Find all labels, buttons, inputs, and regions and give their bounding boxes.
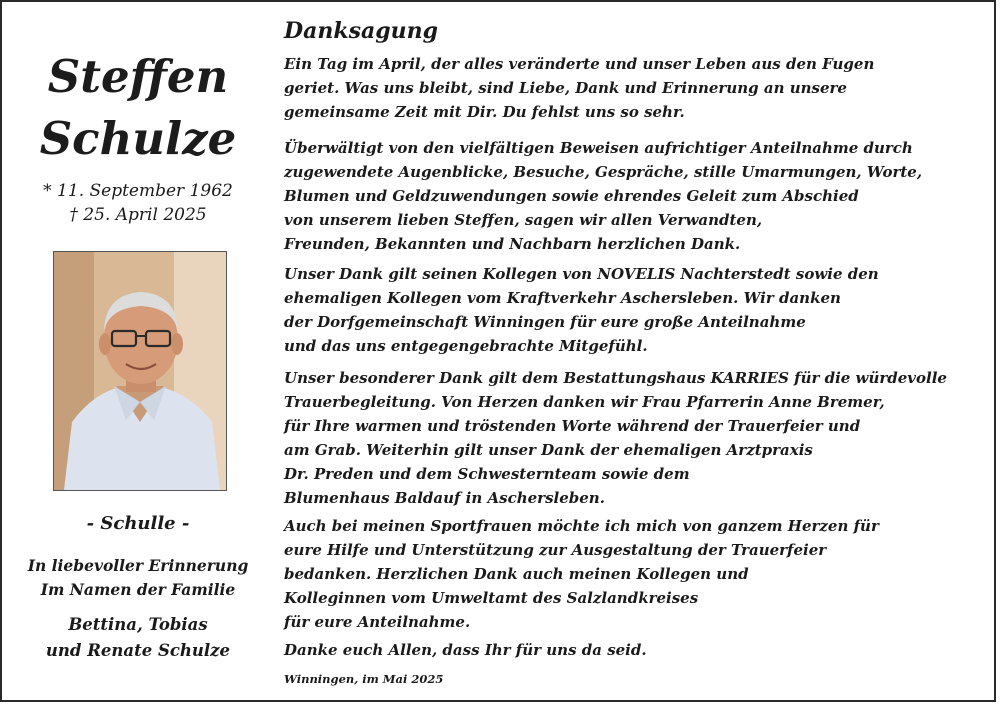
death-date: † 25. April 2025 — [69, 205, 207, 225]
text-line: Trauerbegleitung. Von Herzen danken wir Frau Pfarrerin Anne Bremer, — [284, 393, 885, 411]
paragraph-closing — [284, 638, 996, 662]
text-line: zugewendete Augenblicke, Besuche, Gespräche, stille Umarmungen, Worte, — [284, 163, 923, 181]
text-line: Unser Dank gilt seinen Kollegen von NOVELIS Nachterstedt sowie den — [284, 265, 879, 283]
paragraph-colleagues — [284, 262, 996, 358]
text-line: und das uns entgegengebrachte Mitgefühl. — [284, 337, 648, 355]
text-line: Unser besonderer Dank gilt dem Bestattungshaus KARRIES für die würdevolle — [284, 369, 947, 387]
text-line: ehemaligen Kollegen vom Kraftverkehr Aschersleben. Wir danken — [284, 289, 841, 307]
text-line: geriet. Was uns bleibt, sind Liebe, Dank und Erinnerung an unsere — [284, 79, 847, 97]
text-line: Blumen und Geldzuwendungen sowie ehrendes Geleit zum Abschied — [284, 187, 859, 205]
notice-title: Danksagung — [284, 18, 438, 44]
left-column — [2, 2, 274, 704]
text-line: bedanken. Herzlichen Dank auch meinen Kollegen und — [284, 565, 749, 583]
nickname: - Schulle - — [86, 513, 190, 534]
place-date: Winningen, im Mai 2025 — [284, 672, 444, 686]
portrait-photo — [53, 251, 227, 491]
text-line: von unserem lieben Steffen, sagen wir allen Verwandten, — [284, 211, 763, 229]
text-line: Danke euch Allen, dass Ihr für uns da seid. — [284, 641, 647, 659]
text-line: am Grab. Weiterhin gilt unser Dank der ehemaligen Arztpraxis — [284, 441, 813, 459]
memory-line-2: Im Namen der Familie — [40, 580, 236, 599]
text-line: Dr. Preden und dem Schwesternteam sowie dem — [284, 465, 690, 483]
memory-line-1: In liebevoller Erinnerung — [27, 556, 249, 575]
text-line: Auch bei meinen Sportfrauen möchte ich mich von ganzem Herzen für — [284, 517, 879, 535]
text-line: für eure Anteilnahme. — [284, 613, 471, 631]
text-line: eure Hilfe und Unterstützung zur Ausgestaltung der Trauerfeier — [284, 541, 827, 559]
text-line: der Dorfgemeinschaft Winningen für eure große Anteilnahme — [284, 313, 806, 331]
text-line: für Ihre warmen und tröstenden Worte während der Trauerfeier und — [284, 417, 861, 435]
last-name: Schulze — [39, 112, 237, 165]
family-names-line-1: Bettina, Tobias — [68, 615, 208, 634]
paragraph-intro — [284, 52, 996, 124]
first-name: Steffen — [47, 50, 229, 103]
paragraph-special-thanks — [284, 366, 996, 510]
text-line: Überwältigt von den vielfältigen Beweisen aufrichtiger Anteilnahme durch — [284, 139, 913, 157]
birth-date: * 11. September 1962 — [43, 181, 233, 201]
right-column — [284, 2, 996, 704]
text-line: Blumenhaus Baldauf in Aschersleben. — [284, 489, 605, 507]
text-line: Freunden, Bekannten und Nachbarn herzlichen Dank. — [284, 235, 741, 253]
paragraph-condolences — [284, 136, 996, 256]
text-line: Kolleginnen vom Umweltamt des Salzlandkreises — [284, 589, 699, 607]
text-line: gemeinsame Zeit mit Dir. Du fehlst uns so sehr. — [284, 103, 685, 121]
paragraph-sport-friends — [284, 514, 996, 634]
family-names-line-2: und Renate Schulze — [45, 641, 231, 660]
text-line: Ein Tag im April, der alles veränderte und unser Leben aus den Fugen — [284, 55, 875, 73]
